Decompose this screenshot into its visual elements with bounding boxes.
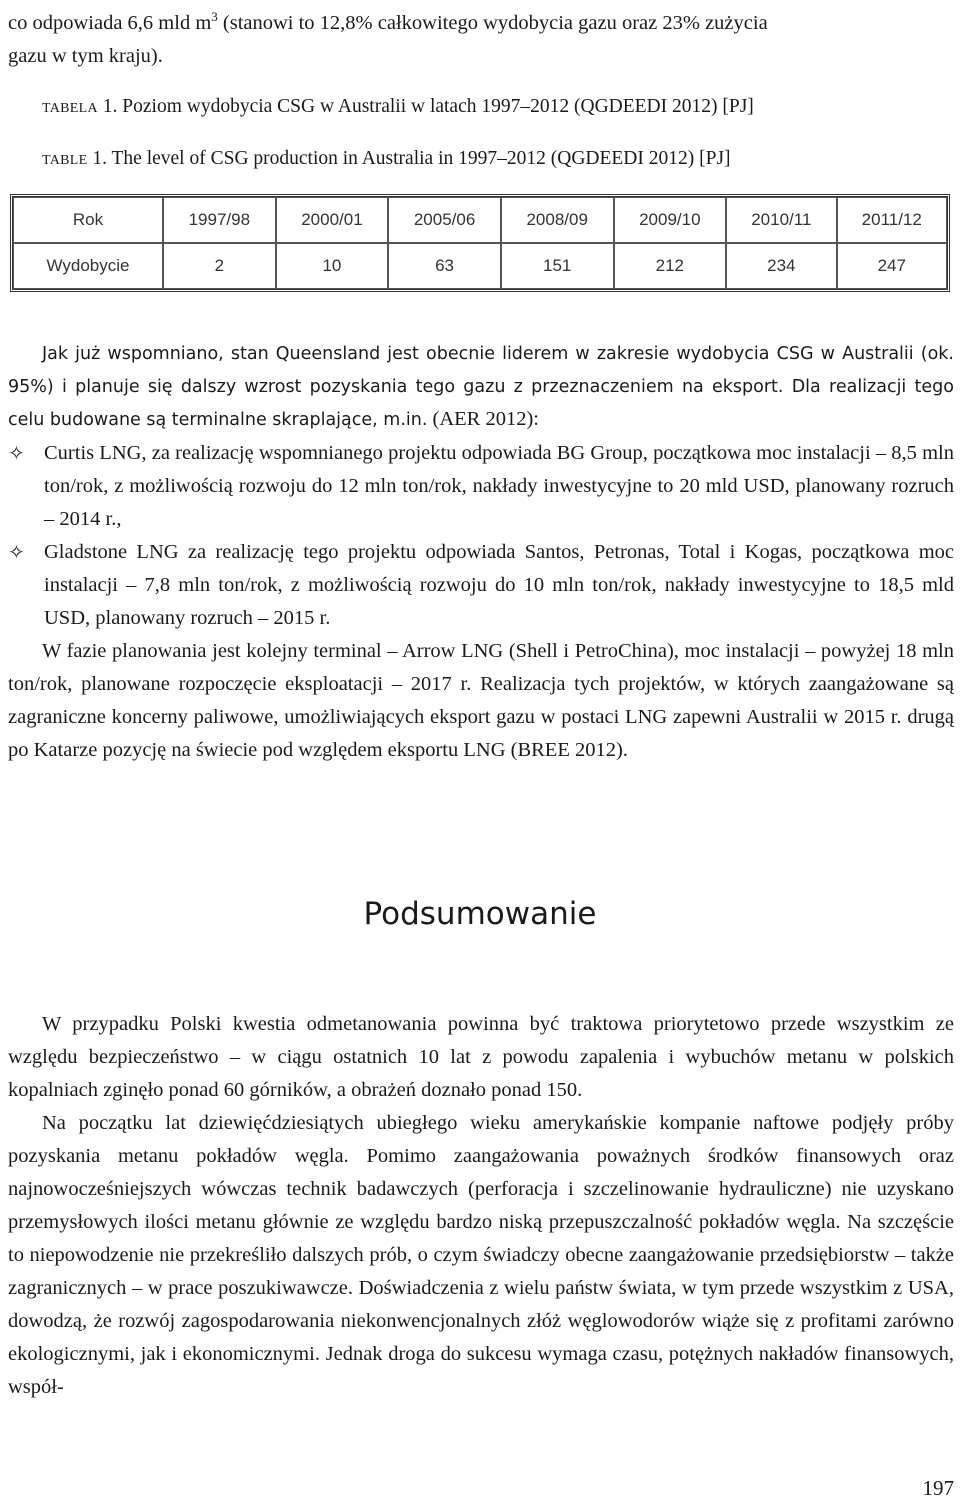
queensland-paragraph: Jak już wspomniano, stan Queensland jest obecnie liderem w zakresie wydobycia CSG w Australii (ok. 95%) i planuje się dalszy wzrost pozyskania tego gazu z przeznaczeniem na eksport. Dla realizacji tego celu budowane są terminalne skraplające, m.in. (AER 2012): xyxy=(8,344,954,430)
table-row xyxy=(13,243,947,289)
intro-text xyxy=(8,0,954,73)
summary-text xyxy=(8,1008,954,1404)
diamond-star-icon: ✧ xyxy=(8,539,25,564)
bullet-text: Gladstone LNG za realizację tego projektu odpowiada Santos, Petronas, Total i Kogas, początkowa moc instalacji – 7,8 mln ton/rok, z możliwością rozwoju do 10 mln ton/rok, nakłady inwestycyjne to 18,5 mld USD, planowany rozruch – 2015 r. xyxy=(44,540,954,629)
bullet-item xyxy=(8,437,954,536)
diamond-star-icon: ✧ xyxy=(8,440,25,465)
table-cell: 212 xyxy=(614,243,727,289)
table-cell: 2000/01 xyxy=(276,197,389,243)
arrow-lng-paragraph: W fazie planowania jest kolejny terminal – Arrow LNG (Shell i PetroChina), moc instalacji – powyżej 18 mln ton/rok, planowane rozpoczęcie eksploatacji – 2017 r. Realizacja tych projektów, w których zaangażowane są zagraniczne koncerny paliwowe, umożliwiających eksport gazu w postaci LNG zapewni Australii w 2015 r. drugą po Katarze pozycję na świecie pod względem eksportu LNG (BREE 2012). xyxy=(8,639,954,761)
main-text xyxy=(8,338,954,767)
table-cell: 234 xyxy=(726,243,836,289)
table-caption-pl: TABELA 1. Poziom wydobycia CSG w Australii w latach 1997–2012 (QGDEEDI 2012) [PJ] xyxy=(42,96,754,117)
summary-paragraph: W przypadku Polski kwestia odmetanowania powinna być traktowa priorytetowo przede wszystkim ze względu bezpieczeństwo – w ciągu ostatnich 10 lat z powodu zapalenia i wybuchów metanu w polskich kopalniach zginęło ponad 60 górników, a obrażeń doznało ponad 150. xyxy=(8,1013,954,1101)
table-cell: 2011/12 xyxy=(837,197,947,243)
table-cell: 63 xyxy=(388,243,501,289)
bullet-text: Curtis LNG, za realizację wspomnianego projektu odpowiada BG Group, początkowa moc instalacji – 8,5 mln ton/rok, z możliwością rozwoju do 12 mln ton/rok, nakłady inwestycyjne to 20 mld USD, planowany rozruch – 2014 r., xyxy=(44,441,954,530)
section-heading: Podsumowanie xyxy=(363,896,597,932)
table-cell: 2009/10 xyxy=(614,197,727,243)
table-cell: 151 xyxy=(501,243,614,289)
table-cell: 2 xyxy=(163,243,276,289)
table-cell: 2005/06 xyxy=(388,197,501,243)
table-cell: 2008/09 xyxy=(501,197,614,243)
table-cell: 1997/98 xyxy=(163,197,276,243)
production-table xyxy=(10,194,950,292)
bullet-item xyxy=(8,536,954,635)
table-cell: 2010/11 xyxy=(726,197,836,243)
summary-paragraph: Na początku lat dziewięćdziesiątych ubiegłego wieku amerykańskie kompanie naftowe podjęły próby pozyskania metanu pokładów węgla. Pomimo zaangażowania poważnych środków finansowych oraz najnowocześniejszych wówczas technik badawczych (perforacja i szczelinowanie hydrauliczne) nie uzyskano przemysłowych ilości metanu głównie ze względu bardzo niską przepuszczalność pokładów węgla. Na szczęście to niepowodzenie nie przekreśliło dalszych prób, o czym świadczy obecne zaangażowanie przedsiębiorstw – także zagranicznych – w prace poszukiwawcze. Doświadczenia z wielu państw świata, w tym przede wszystkim z USA, dowodzą, że rozwój zagospodarowania niekonwencjonalnych złóż węglowodorów wiąże się z profitami zarówno ekologicznymi, jak i ekonomicznymi. Jednak droga do sukcesu wymaga czasu, potężnych nakładów finansowych, współ- xyxy=(8,1112,954,1398)
page-number: 197 xyxy=(922,1476,954,1500)
table-cell: Wydobycie xyxy=(13,243,163,289)
table-cell: Rok xyxy=(13,197,163,243)
table-cell: 247 xyxy=(837,243,947,289)
table-cell: 10 xyxy=(276,243,389,289)
intro-line-2: gazu w tym kraju). xyxy=(8,44,163,67)
intro-line-1: co odpowiada 6,6 mld $m^3$ (stanowi to 12,8% całkowitego wydobycia gazu oraz 23% zużycia xyxy=(8,9,768,34)
table-caption-en: TABLE 1. The level of CSG production in Australia in 1997–2012 (QGDEEDI 2012) [PJ] xyxy=(42,148,731,169)
table-header-row xyxy=(13,197,947,243)
